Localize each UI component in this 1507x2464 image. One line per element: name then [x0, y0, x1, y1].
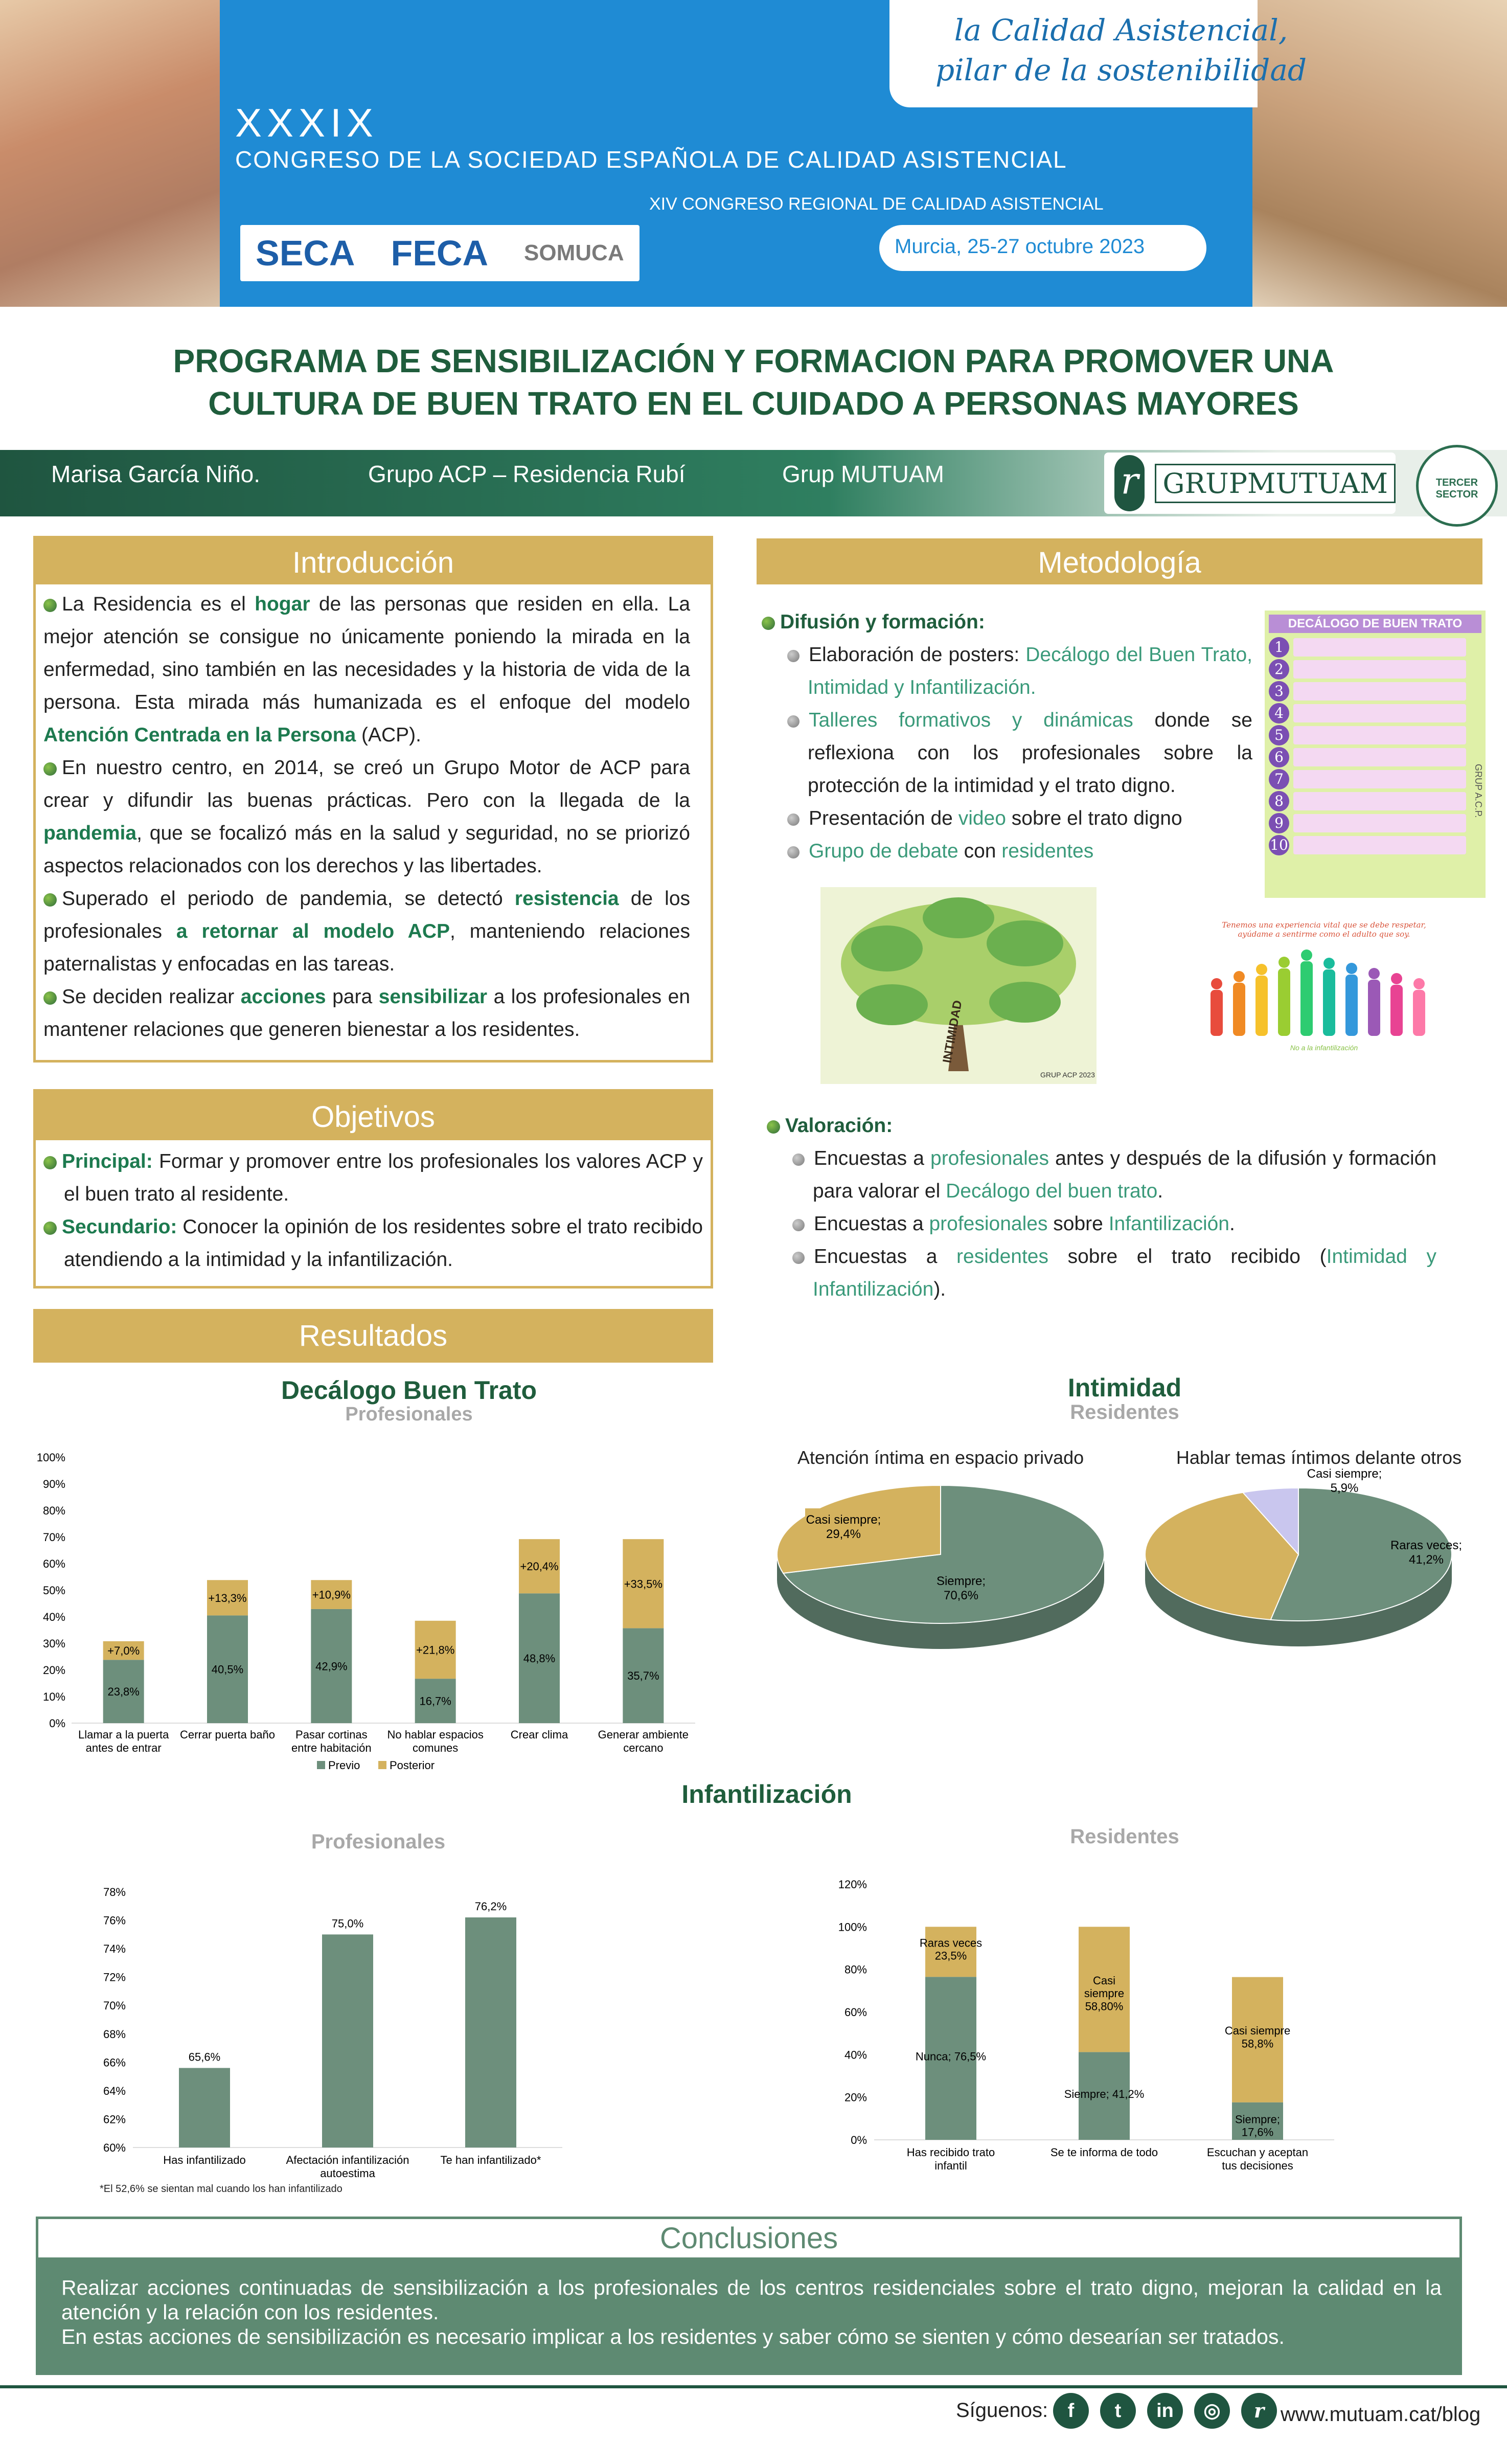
pie-label: 70,6% — [943, 1589, 979, 1602]
x-tick-label: comunes — [413, 1742, 459, 1754]
person-silhouette — [1323, 969, 1335, 1036]
decalogue-row: 8 — [1269, 791, 1481, 811]
silhouettes-illustration — [1186, 939, 1462, 1041]
y-tick-label: 60% — [844, 2006, 867, 2019]
decalogue-row: 1 — [1269, 637, 1481, 658]
feca-logo: FECA — [391, 233, 489, 273]
methodology-text: Difusión y formación: Elaboración de posters: Decálogo del Buen Trato, Intimidad y Infantilización. Talleres formativos y dinámicas donde se reflexiona con los profesionales sobre la protección de la intimidad y el trato digno. Presentación de video sobre el trato digno Grupo de debate con residentes — [762, 606, 1252, 868]
poster-title: PROGRAMA DE SENSIBILIZACIÓN Y FORMACION PARA PROMOVER UNA CULTURA DE BUEN TRATO EN EL CUIDADO A PERSONAS MAYORES — [173, 343, 1334, 422]
infant-res-subtitle: Residentes — [1070, 1825, 1179, 1848]
infant-prof-subtitle: Profesionales — [311, 1830, 446, 1853]
grupmutuam-logo: r GRUPMUTUAM — [1104, 453, 1396, 514]
decalogue-row: 4 — [1269, 703, 1481, 724]
person-silhouette — [1345, 975, 1358, 1036]
y-tick-label: 72% — [103, 1971, 126, 1984]
person-silhouette — [1413, 990, 1425, 1036]
data-label: 16,7% — [419, 1694, 451, 1708]
data-label: 35,7% — [627, 1669, 659, 1683]
conclusions-heading: Conclusiones — [36, 2217, 1462, 2260]
intro-heading: Introducción — [36, 538, 711, 584]
data-label: 48,8% — [523, 1652, 556, 1665]
methodology-heading: Metodología — [757, 538, 1482, 584]
infant-footnote: *El 52,6% se sientan mal cuando los han infantilizado — [100, 2183, 342, 2195]
follow-label: Síguenos: — [956, 2399, 1048, 2422]
y-tick-label: 100% — [36, 1451, 65, 1464]
decalogo-chart-subtitle: Profesionales — [345, 1404, 473, 1425]
data-label: Siempre; 41,2% — [1064, 2088, 1145, 2101]
mutuam-icon: r — [1114, 455, 1145, 511]
bullet-icon — [787, 846, 800, 858]
y-tick-label: 64% — [103, 2084, 126, 2097]
author-group: Grupo ACP – Residencia Rubí — [368, 461, 686, 487]
x-tick-label: Se te informa de todo — [1050, 2146, 1158, 2159]
person-silhouette — [1368, 980, 1380, 1036]
x-tick-label: Llamar a la puerta — [78, 1728, 169, 1741]
infantilizacion-title: Infantilización — [681, 1780, 852, 1809]
person-silhouette — [1234, 971, 1245, 982]
decalogue-row: 10 — [1269, 835, 1481, 855]
facebook-icon[interactable]: f — [1053, 2393, 1089, 2429]
y-tick-label: 76% — [103, 1914, 126, 1927]
bullet-icon — [787, 813, 800, 826]
pie-atencion-intima — [757, 1473, 1125, 1687]
infant-prof-chart — [72, 1866, 583, 2188]
decalogue-row: 9 — [1269, 813, 1481, 833]
data-label: +13,3% — [208, 1591, 247, 1604]
bar — [179, 2068, 230, 2147]
blog-link[interactable]: www.mutuam.cat/blog — [1281, 2403, 1481, 2426]
y-tick-label: 0% — [851, 2134, 867, 2146]
bullet-icon — [43, 762, 57, 776]
bar — [322, 1934, 373, 2147]
person-silhouette — [1301, 950, 1312, 961]
data-label: 75,0% — [331, 1917, 364, 1930]
pie-label: 5,9% — [1330, 1481, 1359, 1495]
evaluation-text: Valoración: Encuestas a profesionales antes y después de la difusión y formación para valorar el Decálogo del buen trato. Encuestas a profesionales sobre Infantilización. Encuestas a residentes sobre el trato recibido (Intimidad y Infantilización). — [767, 1110, 1436, 1306]
x-tick-label: Te han infantilizado* — [440, 2154, 541, 2166]
x-tick-label: Has infantilizado — [163, 2154, 246, 2166]
data-label: 76,2% — [474, 1900, 507, 1913]
x-tick-label: Escuchan y aceptan — [1206, 2146, 1309, 2159]
y-tick-label: 74% — [103, 1942, 126, 1956]
y-tick-label: 30% — [42, 1637, 65, 1650]
data-label: Casi siempre — [1224, 2024, 1291, 2038]
data-label: 23,8% — [107, 1685, 140, 1699]
person-silhouette — [1211, 978, 1222, 989]
x-tick-label: Cerrar puerta baño — [180, 1728, 275, 1741]
bullet-icon — [787, 650, 800, 662]
bullet-icon — [792, 1252, 805, 1264]
linkedin-icon[interactable]: in — [1147, 2393, 1183, 2429]
decalogue-row: 5 — [1269, 725, 1481, 745]
legend-swatch-posterior — [378, 1761, 386, 1769]
pie-label: Casi siempre; — [1307, 1467, 1382, 1481]
y-tick-label: 68% — [103, 2027, 126, 2041]
partner-logos — [240, 225, 640, 281]
infantilization-poster: Tenemos una experiencia vital que se debe respetar, ayúdame a sentirme como el adulto que soy. No a la infantilización — [1186, 915, 1462, 1084]
pie-label: 29,4% — [826, 1527, 861, 1541]
y-tick-label: 40% — [42, 1611, 65, 1623]
x-tick-label: infantil — [934, 2159, 967, 2172]
person-silhouette — [1346, 963, 1357, 974]
bullet-icon — [43, 1156, 57, 1169]
y-tick-label: 60% — [103, 2141, 126, 2154]
mutuam-icon[interactable]: r — [1241, 2393, 1277, 2429]
bullet-icon — [792, 1154, 805, 1166]
bullet-icon — [792, 1219, 805, 1231]
y-tick-label: 80% — [42, 1504, 65, 1517]
person-silhouette — [1368, 968, 1380, 979]
person-silhouette — [1391, 973, 1402, 984]
pie-label: Casi siempre; — [806, 1513, 881, 1527]
person-silhouette — [1278, 968, 1290, 1036]
y-tick-label: 20% — [844, 2091, 867, 2104]
y-tick-label: 100% — [838, 1920, 867, 1934]
x-tick-label: Has recibido trato — [906, 2146, 995, 2159]
infant-res-chart — [823, 1861, 1375, 2188]
pie-label: 41,2% — [1408, 1553, 1444, 1567]
x-tick-label: Pasar cortinas — [295, 1728, 368, 1741]
y-tick-label: 0% — [49, 1717, 65, 1730]
decalogue-row: 6 — [1269, 747, 1481, 767]
person-silhouette — [1256, 964, 1267, 975]
instagram-icon[interactable]: ◎ — [1194, 2393, 1230, 2429]
person-silhouette — [1390, 985, 1403, 1036]
data-label: +33,5% — [624, 1577, 663, 1591]
decalogo-chart-title: Decálogo Buen Trato — [281, 1376, 537, 1405]
decalogo-chart — [31, 1416, 716, 1784]
y-tick-label: 50% — [42, 1584, 65, 1597]
author-name: Marisa García Niño. — [51, 461, 261, 487]
y-tick-label: 90% — [42, 1478, 65, 1490]
y-tick-label: 78% — [103, 1886, 126, 1898]
results-heading: Resultados — [33, 1309, 713, 1363]
data-label: 58,8% — [1241, 2037, 1274, 2050]
x-tick-label: autoestima — [320, 2167, 375, 2180]
x-tick-label: No hablar espacios — [387, 1728, 484, 1741]
x-tick-label: cercano — [623, 1742, 664, 1754]
tercer-sector-seal: TERCER SECTOR — [1416, 445, 1498, 527]
congress-slogan: la Calidad Asistencial, pilar de la sostenibilidad — [935, 13, 1307, 88]
data-label: Siempre; — [1235, 2113, 1281, 2126]
data-label: +21,8% — [416, 1643, 455, 1657]
person-silhouette — [1278, 957, 1290, 968]
x-tick-label: Crear clima — [510, 1728, 568, 1741]
y-tick-label: 62% — [103, 2113, 126, 2126]
pie1-title: Atención íntima en espacio privado — [797, 1447, 1084, 1468]
y-tick-label: 80% — [844, 1963, 867, 1976]
pie-label: Raras veces; — [1390, 1539, 1463, 1552]
data-label: Casi — [1092, 1974, 1116, 1987]
y-tick-label: 70% — [42, 1531, 65, 1544]
y-tick-label: 40% — [844, 2048, 867, 2062]
pie-temas-intimos — [1135, 1462, 1503, 1687]
intimidad-chart-subtitle: Residentes — [1070, 1401, 1179, 1423]
bullet-icon — [43, 991, 57, 1005]
y-tick-label: 120% — [838, 1878, 867, 1891]
data-label: 42,9% — [315, 1660, 348, 1673]
legend-previo: Previo — [328, 1759, 360, 1772]
intimidad-chart-title: Intimidad — [1067, 1373, 1182, 1402]
legend-posterior: Posterior — [390, 1759, 435, 1772]
tree-illustration — [820, 887, 1097, 1084]
person-silhouette — [1255, 976, 1268, 1036]
person-silhouette — [1323, 958, 1335, 969]
svg-text:GRUP ACP 2023: GRUP ACP 2023 — [1040, 1071, 1095, 1079]
data-label: 23,5% — [934, 1949, 967, 1962]
y-tick-label: 66% — [103, 2056, 126, 2069]
twitter-icon[interactable]: t — [1100, 2393, 1136, 2429]
congress-date: Murcia, 25-27 octubre 2023 — [895, 235, 1145, 258]
pie-label: Siempre; — [936, 1574, 986, 1588]
conclusions-text: Realizar acciones continuadas de sensibilización a los profesionales de los centros residenciales sobre el trato digno, mejoran la calidad en la atención y la relación con los residentes. En estas acciones de sensibilización es necesario implicar a los residentes y saber cómo se sienten y cómo desearían ser tratados. — [61, 2276, 1442, 2348]
decalogue-row: 3 — [1269, 681, 1481, 702]
pie2-title: Hablar temas íntimos delante otros — [1176, 1447, 1462, 1468]
x-tick-label: entre habitación — [291, 1742, 372, 1754]
congress-edition: XXXIX — [235, 100, 378, 145]
y-tick-label: 60% — [42, 1557, 65, 1570]
data-label: +20,4% — [520, 1560, 559, 1573]
x-tick-label: antes de entrar — [85, 1742, 162, 1754]
person-silhouette — [1413, 978, 1425, 989]
objectives-heading: Objetivos — [36, 1092, 711, 1140]
x-tick-label: Afectación infantilización — [286, 2154, 409, 2166]
intimidad-tree-poster — [820, 887, 1097, 1084]
social-icons — [1053, 2393, 1277, 2429]
intro-text: La Residencia es el hogar de las personas que residen en ella. La mejor atención se consigue no únicamente poniendo la mirada en la enfermedad, sino también en las necesidades y la historia de vida de la persona. Esta mirada más humanizada es el enfoque del modelo Atención Centrada en la Persona (ACP). En nuestro centro, en 2014, se creó un Grupo Motor de ACP para crear y difundir las buenas prácticas. Pero con la llegada de la pandemia, que se focalizó más en la salud y seguridad, no se priorizó aspectos relacionados con los derechos y las libertades. Superado el periodo de pandemia, se detectó resistencia de los profesionales a retornar al modelo ACP, manteniendo relaciones paternalistas y enfocadas en las tareas. Se deciden realizar acciones para sensibilizar a los profesionales en mantener relaciones que generen bienestar a los residentes. — [43, 593, 691, 1041]
person-silhouette — [1300, 961, 1313, 1036]
congress-regional: XIV CONGRESO REGIONAL DE CALIDAD ASISTENCIAL — [649, 194, 1104, 214]
y-tick-label: 10% — [42, 1690, 65, 1703]
data-label: Raras veces — [919, 1936, 983, 1950]
bullet-icon — [43, 893, 57, 907]
person-silhouette — [1211, 990, 1223, 1036]
congress-name: CONGRESO DE LA SOCIEDAD ESPAÑOLA DE CALIDAD ASISTENCIAL — [235, 146, 1067, 173]
data-label: +10,9% — [312, 1588, 351, 1601]
bar — [465, 1917, 516, 2147]
decalogue-row: 2 — [1269, 659, 1481, 680]
y-tick-label: 20% — [42, 1664, 65, 1677]
x-tick-label: tus decisiones — [1222, 2159, 1293, 2172]
somuca-logo: SOMUCA — [524, 240, 624, 265]
svg-text:INTIMIDAD: INTIMIDAD — [940, 999, 965, 1065]
footer-divider — [0, 2385, 1507, 2388]
data-label: +7,0% — [107, 1644, 140, 1658]
person-silhouette — [1233, 983, 1245, 1036]
bullet-icon — [767, 1120, 780, 1134]
x-tick-label: Generar ambiente — [598, 1728, 689, 1741]
bullet-icon — [43, 599, 57, 612]
author-org: Grup MUTUAM — [782, 461, 944, 487]
data-label: 40,5% — [211, 1663, 244, 1676]
bullet-icon — [762, 617, 775, 630]
banner-illustration-left — [0, 0, 220, 307]
seca-logo: SECA — [256, 233, 355, 273]
bullet-icon — [43, 1222, 57, 1235]
decalogue-poster: DECÁLOGO DE BUEN TRATO 1 2 3 4 5 6 7 8 9 10 GRUP A.C.P. — [1263, 608, 1488, 900]
bullet-icon — [787, 715, 800, 728]
data-label: 58,80% — [1085, 2000, 1124, 2013]
legend-swatch-previo — [317, 1761, 325, 1769]
data-label: Nunca; 76,5% — [915, 2050, 987, 2063]
data-label: 65,6% — [188, 2050, 221, 2064]
data-label: 17,6% — [1241, 2126, 1274, 2139]
y-tick-label: 70% — [103, 1999, 126, 2013]
decalogue-row: 7 — [1269, 769, 1481, 789]
data-label: siempre — [1084, 1987, 1125, 2000]
objectives-text: Principal: Formar y promover entre los profesionales los valores ACP y el buen trato al residente. Secundario: Conocer la opinión de los residentes sobre el trato recibido atendiendo a la intimidad y la infantilización. — [43, 1145, 703, 1276]
